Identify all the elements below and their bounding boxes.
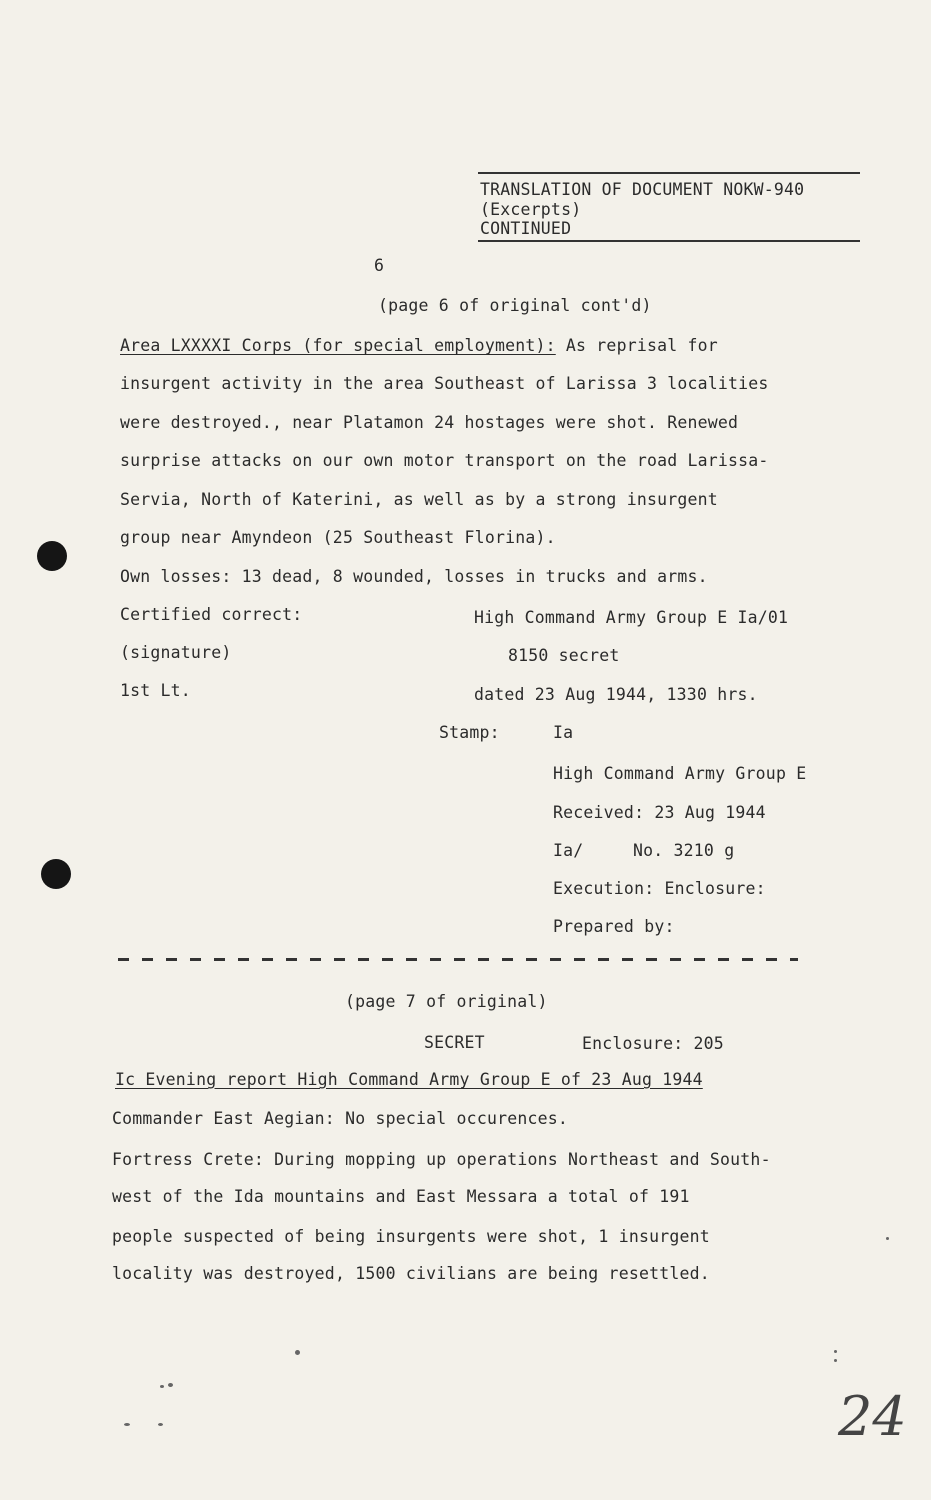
punch-hole-icon: [37, 541, 67, 571]
stamp-line: Prepared by:: [553, 917, 675, 936]
speck-mark: [160, 1385, 164, 1388]
speck-mark: [834, 1359, 837, 1362]
crete-line: Fortress Crete: During mopping up operations Northeast and South-: [112, 1150, 771, 1169]
header-continued: CONTINUED: [480, 219, 572, 238]
command-line3: dated 23 Aug 1944, 1330 hrs.: [474, 685, 758, 704]
stamp-line: Execution: Enclosure:: [553, 879, 766, 898]
paragraph-line: group near Amyndeon (25 Southeast Florina).: [120, 528, 556, 547]
area-text: As reprisal for: [555, 336, 718, 355]
stamp-line: No. 3210 g: [633, 841, 735, 860]
page7-title: (page 7 of original): [345, 992, 548, 1011]
dashed-separator: [118, 958, 798, 961]
signature: (signature): [120, 643, 232, 662]
stamp-line: Received: 23 Aug 1944: [553, 803, 766, 822]
stamp-line: High Command Army Group E: [553, 764, 807, 783]
command-line1: High Command Army Group E Ia/01: [474, 608, 789, 627]
paragraph-line: Servia, North of Katerini, as well as by a strong insurgent: [120, 490, 718, 509]
speck-mark: [834, 1350, 837, 1353]
speck-mark: [124, 1423, 130, 1426]
secret-label: SECRET: [424, 1033, 485, 1052]
own-losses: Own losses: 13 dead, 8 wounded, losses in trucks and arms.: [120, 567, 708, 586]
punch-hole-icon: [41, 859, 71, 889]
header-bottom-rule: [478, 240, 860, 242]
header-top-rule: [478, 172, 860, 174]
paragraph-line: insurgent activity in the area Southeast of Larissa 3 localities: [120, 374, 769, 393]
crete-line: people suspected of being insurgents were shot, 1 insurgent: [112, 1227, 710, 1246]
stamp-label: Stamp:: [439, 723, 500, 742]
report-heading: Ic Evening report High Command Army Group E of 23 Aug 1944: [115, 1070, 703, 1089]
area-paragraph-first-line: [120, 336, 718, 355]
crete-line: locality was destroyed, 1500 civilians are being resettled.: [112, 1264, 710, 1283]
command-line2: 8150 secret: [508, 646, 620, 665]
speck-mark: [886, 1237, 889, 1240]
speck-mark: [168, 1383, 173, 1387]
handwritten-page-number: 24: [838, 1385, 907, 1448]
aegean-line: Commander East Aegian: No special occurences.: [112, 1109, 569, 1128]
page6-title: (page 6 of original cont'd): [378, 296, 652, 315]
certified-correct: Certified correct:: [120, 605, 303, 624]
header-title: TRANSLATION OF DOCUMENT NOKW-940: [480, 180, 805, 199]
header-excerpts: (Excerpts): [480, 200, 582, 219]
crete-line: west of the Ida mountains and East Messara a total of 191: [112, 1187, 690, 1206]
paragraph-line: were destroyed., near Platamon 24 hostages were shot. Renewed: [120, 413, 739, 432]
enclosure-label: Enclosure: 205: [582, 1034, 724, 1053]
paragraph-line: surprise attacks on our own motor transport on the road Larissa-: [120, 451, 769, 470]
speck-mark: [158, 1423, 163, 1426]
rank: 1st Lt.: [120, 681, 191, 700]
stamp-line: Ia: [553, 723, 574, 742]
section-number: 6: [374, 256, 385, 275]
area-heading: Area LXXXXI Corps (for special employment):: [120, 336, 556, 355]
speck-mark: [295, 1350, 300, 1355]
stamp-line: Ia/: [553, 841, 584, 860]
